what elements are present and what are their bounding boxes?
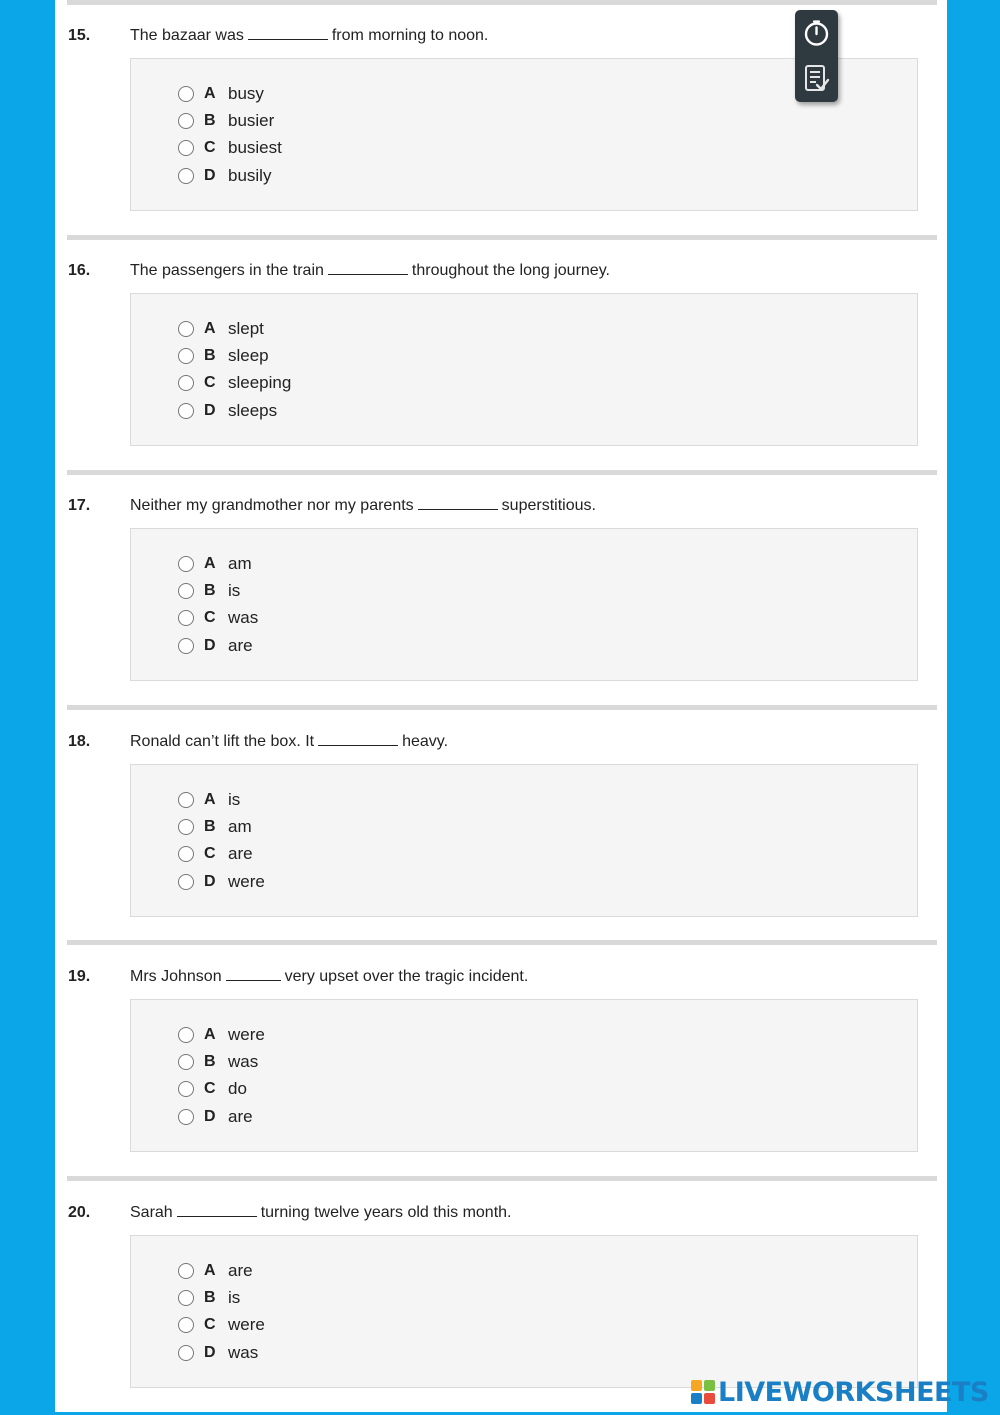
option-b[interactable] [178, 1287, 240, 1309]
question-text [130, 733, 448, 751]
option-text: was [228, 608, 259, 627]
option-b[interactable] [178, 110, 274, 132]
option-text: was [228, 1052, 259, 1071]
option-d[interactable] [178, 400, 277, 422]
option-c[interactable] [178, 372, 291, 394]
option-text: are [228, 636, 253, 655]
option-text: were [228, 872, 265, 891]
radio-button[interactable] [178, 1054, 194, 1070]
option-letter: D [204, 167, 216, 184]
question-text-after: heavy. [402, 733, 449, 750]
question-number: 19. [68, 968, 91, 985]
option-letter: B [204, 582, 216, 599]
logo-text: LIVEWORKSHEETS [718, 1376, 989, 1408]
option-c[interactable] [178, 843, 253, 865]
question-text-after: turning twelve years old this month. [260, 1204, 512, 1221]
option-text: were [228, 1025, 265, 1044]
option-c[interactable] [178, 607, 258, 629]
radio-button[interactable] [178, 638, 194, 654]
radio-button[interactable] [178, 140, 194, 156]
option-letter: B [204, 347, 216, 364]
option-text: busiest [228, 138, 282, 157]
option-letter: B [204, 818, 216, 835]
question-number: 16. [68, 262, 91, 279]
question-text-before: The passengers in the train [130, 262, 324, 279]
option-letter: B [204, 112, 216, 129]
stopwatch-icon[interactable] [803, 20, 830, 47]
option-c[interactable] [178, 1078, 247, 1100]
option-text: are [228, 844, 253, 863]
question-text-before: Sarah [130, 1204, 173, 1221]
question-divider [67, 705, 937, 710]
option-c[interactable] [178, 1314, 265, 1336]
radio-button[interactable] [178, 1345, 194, 1361]
radio-button[interactable] [178, 321, 194, 337]
options-box [130, 764, 918, 917]
radio-button[interactable] [178, 375, 194, 391]
options-box [130, 1235, 918, 1388]
answer-blank [226, 968, 281, 981]
option-d[interactable] [178, 871, 265, 893]
option-text: busy [228, 84, 264, 103]
option-a[interactable] [178, 1024, 265, 1046]
logo-mark-icon [690, 1379, 716, 1405]
answer-blank [177, 1204, 257, 1217]
question-text-before: Ronald can’t lift the box. It [130, 733, 315, 750]
radio-button[interactable] [178, 348, 194, 364]
option-text: am [228, 554, 252, 573]
option-text: sleeps [228, 401, 278, 420]
option-text: were [228, 1315, 265, 1334]
question-divider [67, 0, 937, 5]
option-letter: C [204, 845, 216, 862]
option-b[interactable] [178, 816, 252, 838]
options-box [130, 528, 918, 681]
question-text-after: throughout the long journey. [411, 262, 610, 279]
option-d[interactable] [178, 1342, 258, 1364]
option-letter: C [204, 609, 216, 626]
option-text: busier [228, 111, 275, 130]
option-a[interactable] [178, 318, 264, 340]
option-text: are [228, 1107, 253, 1126]
option-b[interactable] [178, 345, 269, 367]
question-number: 17. [68, 497, 91, 514]
question-text [130, 497, 596, 515]
question-text-before: Neither my grandmother nor my parents [130, 497, 414, 514]
option-text: is [228, 1288, 241, 1307]
question-text-after: superstitious. [501, 497, 596, 514]
radio-button[interactable] [178, 610, 194, 626]
worksheet-page [55, 0, 947, 1412]
radio-button[interactable] [178, 1317, 194, 1333]
option-d[interactable] [178, 635, 253, 657]
radio-button[interactable] [178, 1109, 194, 1125]
radio-button[interactable] [178, 1290, 194, 1306]
option-text: is [228, 790, 241, 809]
option-d[interactable] [178, 1106, 253, 1128]
option-a[interactable] [178, 553, 252, 575]
answer-blank [318, 733, 398, 746]
option-text: busily [228, 166, 272, 185]
radio-button[interactable] [178, 113, 194, 129]
answer-blank [418, 497, 498, 510]
radio-button[interactable] [178, 403, 194, 419]
checklist-icon[interactable] [804, 64, 830, 94]
option-a[interactable] [178, 789, 240, 811]
option-letter: D [204, 873, 216, 890]
radio-button[interactable] [178, 168, 194, 184]
option-letter: A [204, 555, 216, 572]
question-text-before: Mrs Johnson [130, 968, 222, 985]
question-divider [67, 1176, 937, 1181]
radio-button[interactable] [178, 846, 194, 862]
question-number: 15. [68, 27, 91, 44]
option-text: sleeping [228, 373, 292, 392]
question-number: 20. [68, 1204, 91, 1221]
liveworksheets-logo [690, 1375, 989, 1409]
option-letter: A [204, 1026, 216, 1043]
option-letter: C [204, 1316, 216, 1333]
question-text [130, 1204, 512, 1222]
option-text: was [228, 1343, 259, 1362]
answer-blank [328, 262, 408, 275]
option-letter: A [204, 85, 216, 102]
question-divider [67, 940, 937, 945]
question-text [130, 27, 488, 45]
question-number: 18. [68, 733, 91, 750]
question-text [130, 262, 610, 280]
option-letter: B [204, 1053, 216, 1070]
option-a[interactable] [178, 1260, 253, 1282]
option-letter: D [204, 1108, 216, 1125]
option-text: sleep [228, 346, 269, 365]
option-a[interactable] [178, 83, 264, 105]
option-b[interactable] [178, 580, 240, 602]
radio-button[interactable] [178, 792, 194, 808]
radio-button[interactable] [178, 1263, 194, 1279]
options-box [130, 999, 918, 1152]
option-letter: C [204, 139, 216, 156]
option-letter: C [204, 1080, 216, 1097]
radio-button[interactable] [178, 1081, 194, 1097]
answer-blank [248, 27, 328, 40]
option-text: is [228, 581, 241, 600]
option-letter: B [204, 1289, 216, 1306]
option-text: am [228, 817, 252, 836]
option-text: do [228, 1079, 247, 1098]
option-c[interactable] [178, 137, 282, 159]
option-letter: D [204, 402, 216, 419]
question-text-after: very upset over the tragic incident. [284, 968, 529, 985]
question-text-after: from morning to noon. [331, 27, 489, 44]
option-letter: D [204, 637, 216, 654]
radio-button[interactable] [178, 874, 194, 890]
option-text: are [228, 1261, 253, 1280]
option-letter: A [204, 791, 216, 808]
radio-button[interactable] [178, 556, 194, 572]
option-letter: A [204, 1262, 216, 1279]
question-text [130, 968, 528, 986]
option-letter: D [204, 1344, 216, 1361]
option-text: slept [228, 319, 264, 338]
options-box [130, 293, 918, 446]
radio-button[interactable] [178, 1027, 194, 1043]
question-text-before: The bazaar was [130, 27, 244, 44]
radio-button[interactable] [178, 583, 194, 599]
option-letter: A [204, 320, 216, 337]
question-divider [67, 470, 937, 475]
option-b[interactable] [178, 1051, 258, 1073]
radio-button[interactable] [178, 86, 194, 102]
question-divider [67, 235, 937, 240]
tool-widget [795, 10, 838, 102]
radio-button[interactable] [178, 819, 194, 835]
option-d[interactable] [178, 165, 271, 187]
option-letter: C [204, 374, 216, 391]
